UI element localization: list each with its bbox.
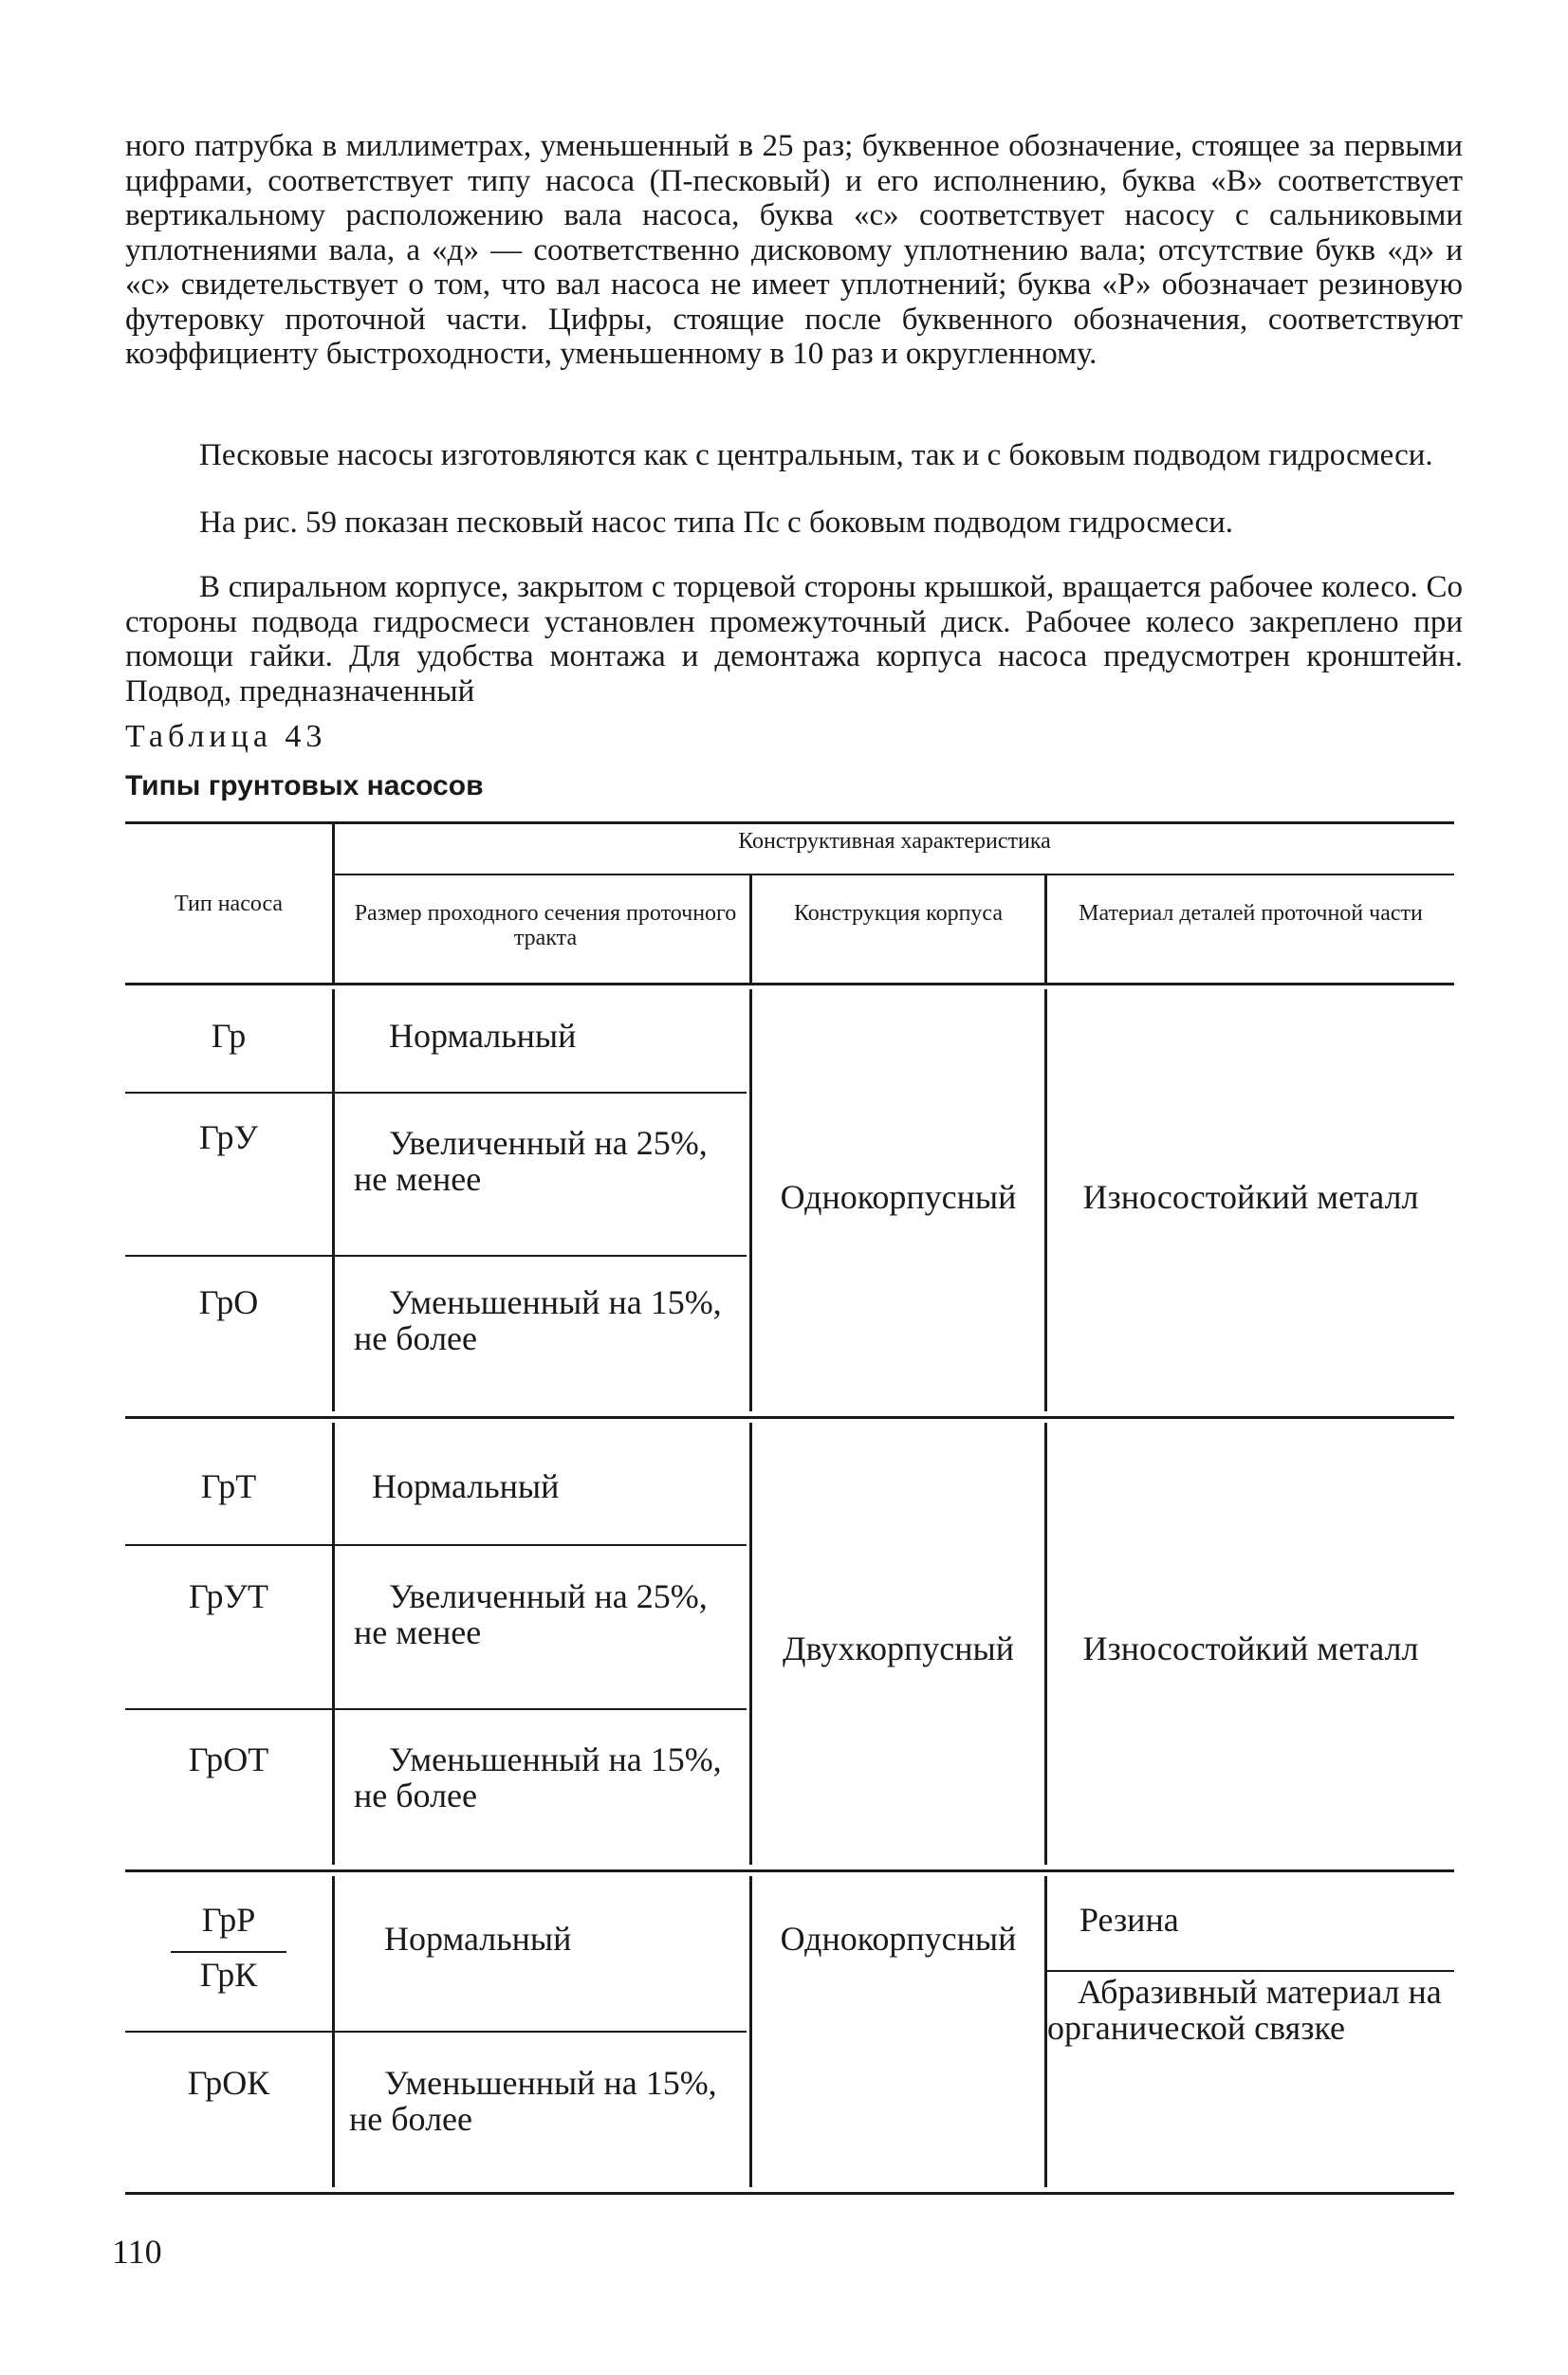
g1-size-2: Увеличенный на 25%, не менее <box>354 1124 708 1198</box>
g2-size-1: Нормальный <box>372 1467 560 1505</box>
paragraph-1: ного патрубка в миллиметрах, уменьшенный в 25 раз; буквенное обозначение, стоящее за первыми цифрами, соответствует типу насоса (П-песковый) и его исполнению, буква «В» соответствует вертикальному расположению вала насоса, буква «с» соответствует насосу с сальниковыми уплотнениями вала, а «д» — соответственно дисковому уплотнению вала; отсутствие букв «д» и «с» свидетельствует о том, что вал насоса не имеет уплотнений; буква «Р» обозначает резиновую футеровку проточной части. Цифры, стоящие после буквенного обозначения, соответствуют коэффициенту быстроходности, уменьшенному в 10 раз и округленному. <box>125 129 1463 371</box>
g3-construction: Однокорпусный <box>780 1920 1017 1958</box>
g1-construction: Однокорпусный <box>780 1178 1017 1216</box>
g2-type-1: ГрТ <box>200 1467 257 1505</box>
header-group-rule <box>332 874 1454 875</box>
g1-material: Износостойкий металл <box>1082 1178 1419 1216</box>
header-group: Конструктивная характеристика <box>738 829 1051 854</box>
g3-size-1: Нормальный <box>384 1920 572 1958</box>
g2-divider-1 <box>332 1423 335 1865</box>
header-divider-2 <box>749 874 752 983</box>
g2-size-3: Уменьшенный на 15%, не более <box>354 1740 722 1814</box>
g1-type-3: ГрО <box>198 1283 259 1321</box>
header-bottom-rule <box>125 983 1454 985</box>
g3-row-rule-1 <box>125 2031 747 2033</box>
header-size: Размер проходного сечения проточного тракта <box>354 901 737 950</box>
g2-material: Износостойкий металл <box>1082 1629 1419 1667</box>
g1-row-rule-2 <box>125 1255 747 1257</box>
g3-type-1-bottom: ГрК <box>199 1956 258 1994</box>
paragraph-3: На рис. 59 показан песковый насос типа Пс с боковым подводом гидросмеси. <box>199 506 1234 540</box>
header-material: Материал деталей проточной части <box>1079 901 1423 926</box>
paragraph-2: Песковые насосы изготовляются как с центральным, так и с боковым подводом гидросмеси. <box>199 438 1433 472</box>
g2-construction: Двухкорпусный <box>783 1629 1014 1667</box>
g3-material-top: Резина <box>1079 1901 1179 1939</box>
g2-type-2: ГрУТ <box>188 1577 269 1615</box>
g3-material-bottom: Абразивный материал на органической связке <box>1047 1973 1442 2047</box>
g1-type-1: Гр <box>211 1017 247 1055</box>
g3-type-2: ГрОК <box>187 2064 270 2102</box>
g1-type-2: ГрУ <box>198 1118 259 1156</box>
g1-size-1: Нормальный <box>389 1017 577 1055</box>
g1-divider-1 <box>332 989 335 1411</box>
table-top-rule <box>125 821 1454 824</box>
g3-divider-1 <box>332 1876 335 2187</box>
g3-type-1-top: ГрР <box>201 1901 256 1939</box>
header-construction: Конструкция корпуса <box>793 901 1004 926</box>
g1-bottom-rule <box>125 1416 1454 1419</box>
grr-grk-fraction-bar <box>171 1951 286 1953</box>
g3-size-2: Уменьшенный на 15%, не более <box>349 2064 717 2138</box>
table-title: Типы грунтовых насосов <box>125 770 484 801</box>
g2-row-rule-2 <box>125 1708 747 1710</box>
g2-size-2: Увеличенный на 25%, не менее <box>354 1577 708 1651</box>
table-bottom-rule <box>125 2192 1454 2195</box>
paragraph-4: В спиральном корпусе, закрытом с торцевой стороны крышкой, вращается рабочее колесо. Со стороны подвода гидросмеси установлен промежуточный диск. Рабочее колесо закреплено при помощи гайки. Для удобства монтажа и демонтажа корпуса насоса предусмотрен кронштейн. Подвод, предназначенный <box>125 570 1463 709</box>
g3-material-rule <box>1044 1970 1454 1972</box>
table-caption: Таблица 43 <box>125 719 327 754</box>
header-divider-3 <box>1044 874 1047 983</box>
header-pump-type: Тип насоса <box>174 892 284 916</box>
g1-size-3: Уменьшенный на 15%, не более <box>354 1283 722 1357</box>
g2-row-rule-1 <box>125 1544 747 1546</box>
page-number: 110 <box>112 2233 162 2271</box>
g2-type-3: ГрОТ <box>188 1740 269 1778</box>
g1-row-rule-1 <box>125 1092 747 1094</box>
g2-bottom-rule <box>125 1869 1454 1872</box>
